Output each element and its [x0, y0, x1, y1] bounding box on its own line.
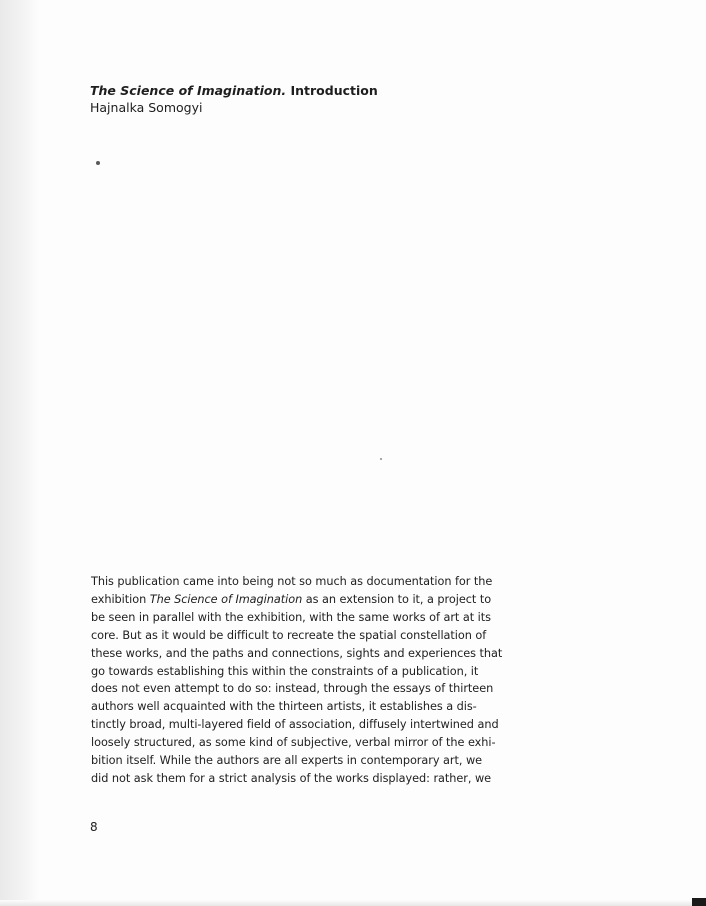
body-line — [91, 734, 496, 752]
body-line — [91, 627, 487, 645]
body-line-text: tinctly broad, multi-layered field of association, diffusely intertwined and — [91, 718, 499, 732]
body-paragraph — [91, 573, 503, 788]
scan-speck — [380, 458, 382, 460]
article-title — [90, 82, 510, 99]
body-line-text: be seen in parallel with the exhibition, with the same works of art at its — [91, 610, 491, 624]
page-bottom-edge — [0, 900, 706, 906]
article-title-rest: Introduction — [286, 83, 378, 98]
body-line-text: authors well acquainted with the thirteen artists, it establishes a dis- — [91, 700, 477, 714]
body-line — [91, 591, 492, 609]
body-line — [91, 663, 479, 681]
body-line — [91, 716, 499, 734]
body-line-text: these works, and the paths and connections, sights and experiences that — [91, 646, 503, 660]
body-line-text: exhibition — [91, 592, 150, 606]
scan-speck — [96, 161, 100, 165]
article-header — [90, 82, 510, 116]
body-line-text: go towards establishing this within the constraints of a publication, it — [91, 664, 479, 678]
body-line — [91, 573, 493, 591]
binding-edge-shadow — [0, 0, 40, 906]
body-line — [91, 645, 503, 663]
body-line-text: does not even attempt to do so: instead, through the essays of thirteen — [91, 682, 494, 696]
body-line-text: This publication came into being not so much as documentation for the — [91, 575, 493, 588]
body-line — [91, 609, 491, 627]
body-line-text: core. But as it would be difficult to recreate the spatial constellation of — [91, 628, 487, 642]
body-line-text: did not ask them for a strict analysis of the works displayed: rather, we — [91, 771, 492, 785]
body-line-text: loosely structured, as some kind of subjective, verbal mirror of the exhi- — [91, 736, 496, 750]
body-line — [91, 698, 477, 716]
body-line-text: as an extension to it, a project to — [302, 592, 492, 606]
article-author: Hajnalka Somogyi — [90, 100, 203, 115]
article-title-italic: The Science of Imagination. — [90, 83, 287, 98]
body-line-text: bition itself. While the authors are all experts in contemporary art, we — [91, 754, 483, 768]
body-line — [91, 770, 492, 788]
exhibition-title-italic: The Science of Imagination — [149, 592, 303, 606]
body-line — [91, 680, 494, 698]
body-line — [91, 752, 483, 770]
scan-corner-mark — [692, 898, 706, 906]
page-number: 8 — [90, 820, 98, 834]
